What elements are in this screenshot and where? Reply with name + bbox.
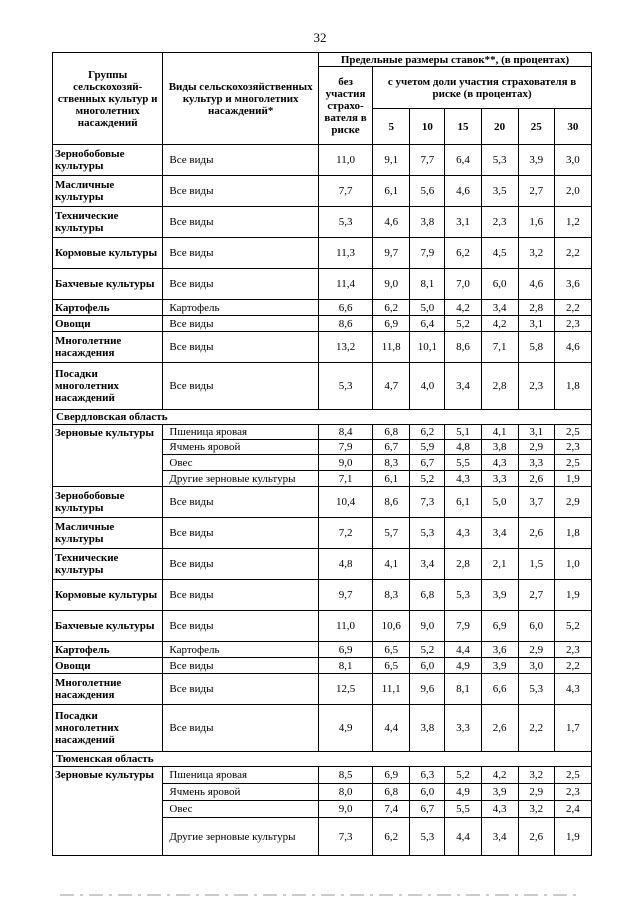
rate-with-share: 6,1 — [373, 471, 410, 487]
rate-with-share: 9,6 — [410, 674, 445, 705]
rate-with-share: 4,9 — [445, 784, 481, 801]
footer-scan-line — [60, 894, 580, 896]
rate-with-share: 8,1 — [445, 674, 481, 705]
crop-type: Все виды — [163, 207, 319, 238]
crop-group-name: Зерновые культуры — [53, 767, 163, 856]
crop-type: Ячмень яровой — [163, 784, 319, 801]
rate-with-share: 9,1 — [373, 145, 410, 176]
rate-with-share: 5,5 — [445, 801, 481, 818]
crop-type: Все виды — [163, 269, 319, 300]
rate-with-share: 8,3 — [373, 580, 410, 611]
rate-with-share: 6,0 — [518, 611, 554, 642]
rate-with-share: 6,4 — [410, 316, 445, 332]
header-with-share: с учетом доли участия страхователя в риске (в процентах) — [373, 67, 592, 109]
crop-type: Все виды — [163, 518, 319, 549]
rate-with-share: 7,1 — [481, 332, 518, 363]
table-row — [53, 611, 592, 642]
table-body — [53, 145, 592, 856]
rate-with-share: 7,9 — [410, 238, 445, 269]
rate-with-share: 3,1 — [518, 425, 554, 440]
crop-type: Все виды — [163, 549, 319, 580]
crop-group-name: Бахчевые культуры — [53, 269, 163, 300]
table-row — [53, 549, 592, 580]
rates-table — [52, 52, 592, 856]
crop-group-name: Картофель — [53, 642, 163, 658]
rate-with-share: 5,3 — [410, 818, 445, 856]
rate-without-share: 9,7 — [318, 580, 372, 611]
rate-without-share: 9,0 — [318, 801, 372, 818]
rate-with-share: 5,2 — [410, 642, 445, 658]
crop-type: Все виды — [163, 705, 319, 752]
rate-without-share: 8,1 — [318, 658, 372, 674]
rate-with-share: 4,6 — [554, 332, 591, 363]
rate-with-share: 8,3 — [373, 455, 410, 471]
rate-with-share: 2,2 — [554, 300, 591, 316]
rate-with-share: 5,0 — [410, 300, 445, 316]
rate-with-share: 1,6 — [518, 207, 554, 238]
rate-with-share: 2,9 — [518, 642, 554, 658]
crop-type: Другие зерновые культуры — [163, 471, 319, 487]
rate-without-share: 7,1 — [318, 471, 372, 487]
crop-type: Овес — [163, 455, 319, 471]
rate-without-share: 12,5 — [318, 674, 372, 705]
rate-with-share: 4,4 — [445, 642, 481, 658]
rate-with-share: 10,1 — [410, 332, 445, 363]
rate-with-share: 4,2 — [481, 316, 518, 332]
crop-group-name: Овощи — [53, 658, 163, 674]
rate-with-share: 4,9 — [445, 658, 481, 674]
rate-with-share: 6,2 — [373, 300, 410, 316]
rate-without-share: 8,4 — [318, 425, 372, 440]
rate-without-share: 8,0 — [318, 784, 372, 801]
rate-without-share: 11,0 — [318, 611, 372, 642]
crop-group-name: Многолетние насаждения — [53, 674, 163, 705]
rate-with-share: 6,0 — [410, 658, 445, 674]
crop-type: Картофель — [163, 300, 319, 316]
rate-without-share: 4,9 — [318, 705, 372, 752]
rate-without-share: 9,0 — [318, 455, 372, 471]
rate-with-share: 3,8 — [410, 207, 445, 238]
region-label: Свердловская область — [53, 410, 592, 425]
rate-with-share: 4,3 — [481, 455, 518, 471]
rate-with-share: 2,2 — [554, 238, 591, 269]
rate-with-share: 5,3 — [445, 580, 481, 611]
rates-table-container — [52, 52, 592, 856]
rate-with-share: 11,8 — [373, 332, 410, 363]
rate-with-share: 3,0 — [518, 658, 554, 674]
rate-with-share: 3,1 — [445, 207, 481, 238]
crop-type: Все виды — [163, 238, 319, 269]
crop-type: Все виды — [163, 145, 319, 176]
region-row — [53, 752, 592, 767]
rate-with-share: 2,9 — [518, 784, 554, 801]
rate-with-share: 2,9 — [554, 487, 591, 518]
rate-without-share: 7,2 — [318, 518, 372, 549]
rate-with-share: 5,1 — [445, 425, 481, 440]
rate-with-share: 3,4 — [481, 518, 518, 549]
crop-group-name: Кормовые культуры — [53, 238, 163, 269]
rate-without-share: 6,6 — [318, 300, 372, 316]
rate-with-share: 6,1 — [373, 176, 410, 207]
rate-with-share: 1,2 — [554, 207, 591, 238]
rate-with-share: 2,3 — [554, 440, 591, 455]
crop-type: Пшеница яровая — [163, 767, 319, 784]
rate-with-share: 4,2 — [445, 300, 481, 316]
rate-with-share: 2,3 — [554, 316, 591, 332]
rate-with-share: 4,3 — [445, 471, 481, 487]
rate-with-share: 6,9 — [373, 767, 410, 784]
table-row — [53, 425, 592, 440]
rate-with-share: 3,4 — [481, 300, 518, 316]
table-row — [53, 207, 592, 238]
rate-with-share: 2,6 — [518, 471, 554, 487]
rate-with-share: 6,5 — [373, 658, 410, 674]
rate-with-share: 6,4 — [445, 145, 481, 176]
rate-with-share: 8,1 — [410, 269, 445, 300]
table-row — [53, 580, 592, 611]
rate-without-share: 13,2 — [318, 332, 372, 363]
rate-with-share: 6,8 — [373, 784, 410, 801]
rate-with-share: 4,3 — [554, 674, 591, 705]
crop-group-name: Масличные культуры — [53, 176, 163, 207]
header-pct-20: 20 — [481, 109, 518, 145]
rate-with-share: 7,7 — [410, 145, 445, 176]
rate-with-share: 6,8 — [410, 580, 445, 611]
header-limits: Предельные размеры ставок**, (в процентах) — [318, 53, 591, 67]
rate-with-share: 2,8 — [481, 363, 518, 410]
rate-without-share: 4,8 — [318, 549, 372, 580]
rate-without-share: 5,3 — [318, 207, 372, 238]
rate-with-share: 5,3 — [518, 674, 554, 705]
rate-with-share: 9,7 — [373, 238, 410, 269]
rate-with-share: 4,6 — [373, 207, 410, 238]
rate-with-share: 7,0 — [445, 269, 481, 300]
rate-without-share: 7,3 — [318, 818, 372, 856]
crop-group-name: Кормовые культуры — [53, 580, 163, 611]
rate-with-share: 2,3 — [554, 642, 591, 658]
header-pct-10: 10 — [410, 109, 445, 145]
rate-with-share: 3,3 — [518, 455, 554, 471]
rate-with-share: 6,6 — [481, 674, 518, 705]
rate-with-share: 6,1 — [445, 487, 481, 518]
crop-group-name: Технические культуры — [53, 207, 163, 238]
rate-with-share: 2,3 — [518, 363, 554, 410]
header-pct-30: 30 — [554, 109, 591, 145]
rate-without-share: 6,9 — [318, 642, 372, 658]
rate-with-share: 2,7 — [518, 580, 554, 611]
rate-with-share: 2,3 — [554, 784, 591, 801]
table-row — [53, 518, 592, 549]
crop-type: Другие зерновые культуры — [163, 818, 319, 856]
crop-group-name: Посадки многолетних насаждений — [53, 363, 163, 410]
rate-with-share: 3,8 — [481, 440, 518, 455]
rate-with-share: 2,6 — [518, 518, 554, 549]
rate-with-share: 3,4 — [410, 549, 445, 580]
crop-group-name: Картофель — [53, 300, 163, 316]
rate-with-share: 5,3 — [481, 145, 518, 176]
rate-with-share: 6,8 — [373, 425, 410, 440]
table-row — [53, 238, 592, 269]
rate-with-share: 6,2 — [373, 818, 410, 856]
rate-with-share: 4,8 — [445, 440, 481, 455]
crop-group-name: Зернобобовые культуры — [53, 487, 163, 518]
rate-without-share: 5,3 — [318, 363, 372, 410]
rate-with-share: 1,9 — [554, 818, 591, 856]
crop-type: Все виды — [163, 316, 319, 332]
rate-with-share: 11,1 — [373, 674, 410, 705]
rate-with-share: 4,1 — [481, 425, 518, 440]
rate-with-share: 5,9 — [410, 440, 445, 455]
crop-type: Все виды — [163, 658, 319, 674]
rate-with-share: 3,6 — [554, 269, 591, 300]
crop-type: Все виды — [163, 580, 319, 611]
rate-with-share: 1,5 — [518, 549, 554, 580]
crop-type: Все виды — [163, 674, 319, 705]
rate-with-share: 3,9 — [481, 580, 518, 611]
rate-with-share: 2,2 — [554, 658, 591, 674]
rate-with-share: 2,0 — [554, 176, 591, 207]
rate-with-share: 2,1 — [481, 549, 518, 580]
rate-without-share: 7,7 — [318, 176, 372, 207]
crop-type: Ячмень яровой — [163, 440, 319, 455]
crop-group-name: Технические культуры — [53, 549, 163, 580]
table-row — [53, 363, 592, 410]
rate-with-share: 3,0 — [554, 145, 591, 176]
rate-with-share: 3,4 — [445, 363, 481, 410]
crop-type: Овес — [163, 801, 319, 818]
rate-with-share: 2,3 — [481, 207, 518, 238]
table-header — [53, 53, 592, 145]
header-without-share: без участия страхо-вателя в риске — [318, 67, 372, 145]
rate-with-share: 7,9 — [445, 611, 481, 642]
rate-with-share: 3,2 — [518, 801, 554, 818]
rate-with-share: 5,2 — [445, 316, 481, 332]
table-row — [53, 705, 592, 752]
header-pct-25: 25 — [518, 109, 554, 145]
table-row — [53, 145, 592, 176]
rate-with-share: 4,1 — [373, 549, 410, 580]
rate-with-share: 6,0 — [481, 269, 518, 300]
rate-with-share: 4,2 — [481, 767, 518, 784]
rate-with-share: 9,0 — [410, 611, 445, 642]
rate-with-share: 3,3 — [445, 705, 481, 752]
rate-with-share: 2,5 — [554, 425, 591, 440]
rate-with-share: 6,5 — [373, 642, 410, 658]
rate-with-share: 2,8 — [518, 300, 554, 316]
rate-with-share: 5,8 — [518, 332, 554, 363]
region-row — [53, 410, 592, 425]
rate-with-share: 3,7 — [518, 487, 554, 518]
rate-with-share: 3,9 — [481, 658, 518, 674]
rate-with-share: 2,8 — [445, 549, 481, 580]
rate-without-share: 8,5 — [318, 767, 372, 784]
rate-with-share: 6,3 — [410, 767, 445, 784]
rate-with-share: 4,3 — [481, 801, 518, 818]
rate-with-share: 4,0 — [410, 363, 445, 410]
rate-with-share: 10,6 — [373, 611, 410, 642]
crop-type: Все виды — [163, 487, 319, 518]
rate-with-share: 6,2 — [410, 425, 445, 440]
rate-with-share: 3,6 — [481, 642, 518, 658]
rate-without-share: 7,9 — [318, 440, 372, 455]
header-type-column: Виды сельскохозяйственных культур и многолетних насаждений* — [163, 53, 319, 145]
rate-with-share: 7,4 — [373, 801, 410, 818]
crop-group-name: Овощи — [53, 316, 163, 332]
rate-with-share: 2,5 — [554, 455, 591, 471]
rate-with-share: 6,7 — [410, 801, 445, 818]
rate-with-share: 1,9 — [554, 471, 591, 487]
rate-with-share: 3,2 — [518, 238, 554, 269]
table-row — [53, 642, 592, 658]
rate-with-share: 5,5 — [445, 455, 481, 471]
rate-with-share: 7,3 — [410, 487, 445, 518]
rate-with-share: 1,7 — [554, 705, 591, 752]
rate-with-share: 1,9 — [554, 580, 591, 611]
rate-with-share: 4,3 — [445, 518, 481, 549]
crop-type: Все виды — [163, 332, 319, 363]
rate-with-share: 3,1 — [518, 316, 554, 332]
rate-with-share: 3,9 — [518, 145, 554, 176]
rate-with-share: 2,6 — [518, 818, 554, 856]
rate-with-share: 3,4 — [481, 818, 518, 856]
header-pct-15: 15 — [445, 109, 481, 145]
table-row — [53, 176, 592, 207]
rate-with-share: 2,9 — [518, 440, 554, 455]
rate-with-share: 4,6 — [518, 269, 554, 300]
header-pct-5: 5 — [373, 109, 410, 145]
rate-with-share: 4,6 — [445, 176, 481, 207]
rate-with-share: 2,4 — [554, 801, 591, 818]
rate-with-share: 4,4 — [373, 705, 410, 752]
rate-with-share: 3,5 — [481, 176, 518, 207]
rate-with-share: 2,2 — [518, 705, 554, 752]
rate-with-share: 5,3 — [410, 518, 445, 549]
table-row — [53, 674, 592, 705]
crop-group-name: Бахчевые культуры — [53, 611, 163, 642]
table-row — [53, 767, 592, 784]
rate-without-share: 11,3 — [318, 238, 372, 269]
rate-with-share: 6,7 — [410, 455, 445, 471]
rate-with-share: 2,7 — [518, 176, 554, 207]
table-row — [53, 658, 592, 674]
rate-with-share: 8,6 — [373, 487, 410, 518]
rate-with-share: 5,2 — [554, 611, 591, 642]
rate-with-share: 3,9 — [481, 784, 518, 801]
rate-with-share: 5,6 — [410, 176, 445, 207]
rate-with-share: 1,0 — [554, 549, 591, 580]
rate-with-share: 4,7 — [373, 363, 410, 410]
rate-with-share: 6,9 — [373, 316, 410, 332]
rate-without-share: 11,4 — [318, 269, 372, 300]
crop-type: Все виды — [163, 611, 319, 642]
crop-group-name: Посадки многолетних насаждений — [53, 705, 163, 752]
rate-with-share: 5,2 — [410, 471, 445, 487]
table-row — [53, 300, 592, 316]
rate-with-share: 3,8 — [410, 705, 445, 752]
rate-with-share: 2,5 — [554, 767, 591, 784]
table-row — [53, 316, 592, 332]
rate-with-share: 3,3 — [481, 471, 518, 487]
crop-type: Все виды — [163, 176, 319, 207]
rate-with-share: 1,8 — [554, 363, 591, 410]
rate-with-share: 5,0 — [481, 487, 518, 518]
rate-without-share: 10,4 — [318, 487, 372, 518]
rate-with-share: 6,0 — [410, 784, 445, 801]
crop-type: Картофель — [163, 642, 319, 658]
crop-group-name: Многолетние насаждения — [53, 332, 163, 363]
header-group-column: Группы сельскохозяй-ственных культур и многолетних насаждений — [53, 53, 163, 145]
rate-with-share: 9,0 — [373, 269, 410, 300]
rate-with-share: 5,2 — [445, 767, 481, 784]
rate-with-share: 5,7 — [373, 518, 410, 549]
rate-with-share: 4,4 — [445, 818, 481, 856]
rate-with-share: 1,8 — [554, 518, 591, 549]
crop-group-name: Масличные культуры — [53, 518, 163, 549]
crop-group-name: Зерновые культуры — [53, 425, 163, 487]
rate-with-share: 6,7 — [373, 440, 410, 455]
rate-with-share: 6,9 — [481, 611, 518, 642]
rate-with-share: 2,6 — [481, 705, 518, 752]
rate-without-share: 8,6 — [318, 316, 372, 332]
rate-without-share: 11,0 — [318, 145, 372, 176]
crop-group-name: Зернобобовые культуры — [53, 145, 163, 176]
table-row — [53, 332, 592, 363]
rate-with-share: 3,2 — [518, 767, 554, 784]
region-label: Тюменская область — [53, 752, 592, 767]
crop-type: Все виды — [163, 363, 319, 410]
rate-with-share: 6,2 — [445, 238, 481, 269]
table-row — [53, 269, 592, 300]
rate-with-share: 8,6 — [445, 332, 481, 363]
page-number: 32 — [313, 30, 327, 45]
table-row — [53, 487, 592, 518]
crop-type: Пшеница яровая — [163, 425, 319, 440]
rate-with-share: 4,5 — [481, 238, 518, 269]
